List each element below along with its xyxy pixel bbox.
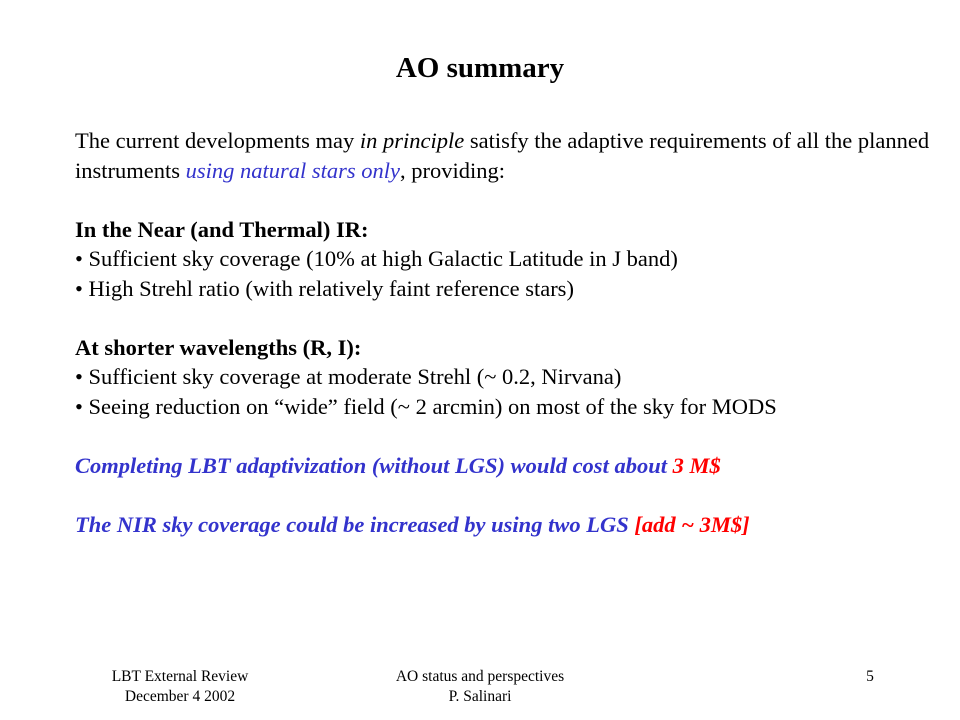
slide-body bbox=[75, 126, 935, 539]
bullet-item: • Sufficient sky coverage at moderate Strehl (~ 0.2, Nirvana) bbox=[75, 364, 622, 389]
lgs-note bbox=[75, 510, 935, 540]
footer-center bbox=[360, 667, 600, 707]
bullet-item: • Seeing reduction on “wide” field (~ 2 arcmin) on most of the sky for MODS bbox=[75, 393, 777, 419]
bullet-item: • Sufficient sky coverage (10% at high Galactic Latitude in J band) bbox=[75, 246, 678, 271]
intro-text-3: , providing: bbox=[400, 157, 506, 183]
intro-italic-phrase: in principle bbox=[359, 128, 465, 153]
page-number: 5 bbox=[866, 668, 874, 685]
footer-left bbox=[80, 667, 280, 707]
footer-event: LBT External Review bbox=[111, 668, 249, 685]
lgs-note-text: The NIR sky coverage could be increased by using two LGS bbox=[75, 511, 635, 537]
footer-date: December 4 2002 bbox=[124, 688, 236, 705]
intro-text-2: satisfy the adaptive requirements of all the planned instruments bbox=[75, 128, 930, 183]
lgs-note-amount: [add ~ 3M$] bbox=[634, 511, 750, 537]
cost-note-text: Completing LBT adaptivization (without LGS) would cost about bbox=[75, 452, 673, 478]
intro-highlight-phrase: using natural stars only bbox=[185, 157, 401, 183]
footer-author: P. Salinari bbox=[448, 688, 512, 705]
cost-note-amount: 3 M$ bbox=[672, 452, 721, 478]
section-heading-shorter-wavelengths: At shorter wavelengths (R, I): bbox=[75, 334, 362, 360]
bullet-item: • High Strehl ratio (with relatively faint reference stars) bbox=[75, 275, 574, 301]
slide-title: AO summary bbox=[395, 52, 565, 84]
footer-talk-title: AO status and perspectives bbox=[395, 668, 565, 685]
intro-paragraph bbox=[75, 126, 935, 185]
cost-note bbox=[75, 451, 935, 481]
intro-text-1: The current developments may bbox=[75, 128, 360, 153]
section-heading-near-ir: In the Near (and Thermal) IR: bbox=[75, 216, 369, 242]
